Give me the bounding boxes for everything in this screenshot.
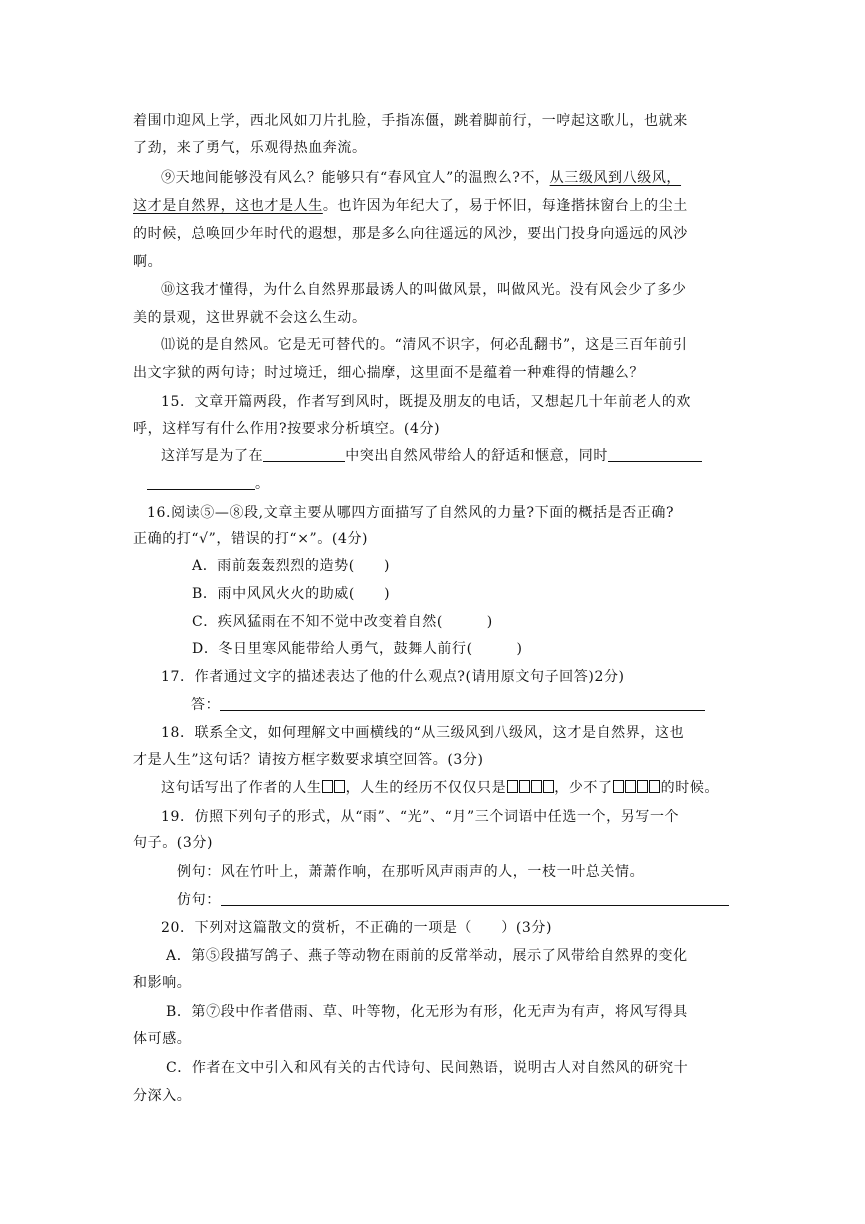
paragraph-8-line-1: 着围巾迎风上学，西北风如刀片扎脸，手指冻僵，跳着脚前行，一哼起这歌儿，也就来 <box>133 113 688 129</box>
question-16-line-2: 正确的打“√”，错误的打“×”。(4分) <box>133 531 369 547</box>
q19-answer-blank[interactable] <box>221 891 729 906</box>
q19-imitate-label: 仿句： <box>177 892 221 908</box>
q15-fill-end: 。 <box>255 476 270 492</box>
q20-option-b-line-2: 体可感。 <box>133 1031 192 1047</box>
question-18-line-2: 才是人生”这句话？请按方框字数要求填空回答。(3分) <box>133 752 484 768</box>
paragraph-9-text-cont: 。也许因为年纪大了，易于怀旧，每逢揩抹窗台上的尘土 <box>322 198 688 214</box>
question-19-line-2: 句子。(3分) <box>133 835 214 851</box>
q20-option-a-line-1[interactable]: A．第⑤段描写鸽子、燕子等动物在雨前的反常举动，展示了风带给自然界的变化 <box>166 948 688 964</box>
q15-blank-2[interactable] <box>608 447 702 462</box>
q18-box-group-3[interactable] <box>613 780 661 796</box>
question-18-line-1: 18．联系全文，如何理解文中画横线的“从三级风到八级风，这才是自然界，这也 <box>161 725 685 741</box>
q16-option-b[interactable]: B．雨中风风火火的助威( ) <box>192 586 391 602</box>
answer-box[interactable] <box>531 780 542 793</box>
q20-option-b-line-1[interactable]: B．第⑦段中作者借雨、草、叶等物，化无形为有形，化无声为有声，将风写得具 <box>166 1004 688 1020</box>
paragraph-11-line-1: ⑾说的是自然风。它是无可替代的。“清风不识字，何必乱翻书”，这是三百年前引 <box>161 337 688 353</box>
answer-box[interactable] <box>625 780 636 793</box>
answer-box[interactable] <box>613 780 624 793</box>
q18-box-group-1[interactable] <box>322 780 346 796</box>
question-18-fill-line <box>161 778 719 798</box>
paragraph-8-line-2: 了劲，来了勇气，乐观得热血奔流。 <box>133 140 367 156</box>
q18-fill-text-c: ，少不了 <box>554 780 613 796</box>
underlined-key-sentence-cont: 这才是自然界，这也才是人生 <box>133 198 323 214</box>
q15-blank-1[interactable] <box>263 447 345 462</box>
q17-answer-blank[interactable] <box>220 696 705 711</box>
q16-option-c[interactable]: C．疾风猛雨在不知不觉中改变着自然( ) <box>192 614 493 630</box>
paragraph-9-line-2 <box>133 196 688 216</box>
paragraph-9-line-3: 的时候，总唤回少年时代的遐想，那是多么向往遥远的风沙，要出门投身向遥远的风沙 <box>133 226 688 242</box>
q15-fill-text-b: 中突出自然风带给人的舒适和惬意，同时 <box>345 448 609 464</box>
q18-fill-text-b: ，人生的经历不仅仅只是 <box>345 780 507 796</box>
q15-fill-text-a: 这洋写是为了在 <box>161 448 264 464</box>
question-17-answer-line <box>191 695 705 715</box>
answer-box[interactable] <box>322 780 333 793</box>
q20-option-c-line-2: 分深入。 <box>133 1088 192 1104</box>
question-19-line-1: 19．仿照下列句子的形式，从“雨”、“光”、“月”三个词语中任选一个，另写一个 <box>161 809 680 825</box>
question-15-fill-line <box>161 446 702 466</box>
question-17-line-1: 17．作者通过文字的描述表达了他的什么观点?(请用原文句子回答)2分) <box>161 669 625 685</box>
question-20-line-1: 20．下列对这篇散文的赏析，不正确的一项是（ ）(3分) <box>161 920 553 936</box>
q18-box-group-2[interactable] <box>506 780 554 796</box>
q19-example-sentence: 例句：风在竹叶上，萧萧作响，在那听风声雨声的人，一枝一叶总关情。 <box>177 864 645 880</box>
paragraph-11-line-2: 出文字狱的两句诗；时过境迁，细心揣摩，这里面不是蕴着一种难得的情趣么？ <box>133 365 644 381</box>
question-16-line-1: 16.阅读⑤—⑧段,文章主要从哪四方面描写了自然风的力量?下面的概括是否正确? <box>147 505 675 521</box>
q16-option-a[interactable]: A．雨前轰轰烈烈的造势( ) <box>192 558 391 574</box>
paragraph-9-line-4: 啊。 <box>133 254 163 270</box>
answer-box[interactable] <box>507 780 518 793</box>
question-15-line-1: 15．文章开篇两段，作者写到风时，既提及朋友的电话，又想起几十年前老人的欢 <box>161 394 692 410</box>
answer-box[interactable] <box>649 780 660 793</box>
q17-answer-label: 答： <box>191 697 221 713</box>
q16-option-d[interactable]: D．冬日里寒风能带给人勇气，鼓舞人前行( ) <box>192 641 523 657</box>
answer-box[interactable] <box>637 780 648 793</box>
paragraph-10-line-2: 美的景观，这世界就不会这么生动。 <box>133 310 367 326</box>
answer-box[interactable] <box>543 780 554 793</box>
question-19-answer-line <box>177 890 729 910</box>
answer-box[interactable] <box>334 780 345 793</box>
answer-box[interactable] <box>519 780 530 793</box>
underlined-key-sentence: 从三级风到八级风， <box>549 170 682 186</box>
q18-fill-text-d: 的时候。 <box>660 780 720 796</box>
paragraph-10-line-1: ⑩这我才懂得，为什么自然界那最诱人的叫做风景，叫做风光。没有风会少了多少 <box>161 282 687 298</box>
q18-fill-text-a: 这句话写出了作者的人生 <box>161 780 322 796</box>
question-15-fill-line-2 <box>147 474 270 494</box>
paragraph-9-line-1 <box>161 168 681 188</box>
question-15-line-2: 呼，这样写有什么作用?按要求分析填空。(4分) <box>133 421 441 437</box>
paragraph-9-text: ⑨天地间能够没有风么？能够只有“春风宜人”的温煦么?不， <box>161 170 550 186</box>
q15-blank-3[interactable] <box>147 475 255 490</box>
q20-option-a-line-2: 和影响。 <box>133 975 192 991</box>
q20-option-c-line-1[interactable]: C．作者在文中引入和风有关的古代诗句、民间熟语，说明古人对自然风的研究十 <box>166 1060 689 1076</box>
